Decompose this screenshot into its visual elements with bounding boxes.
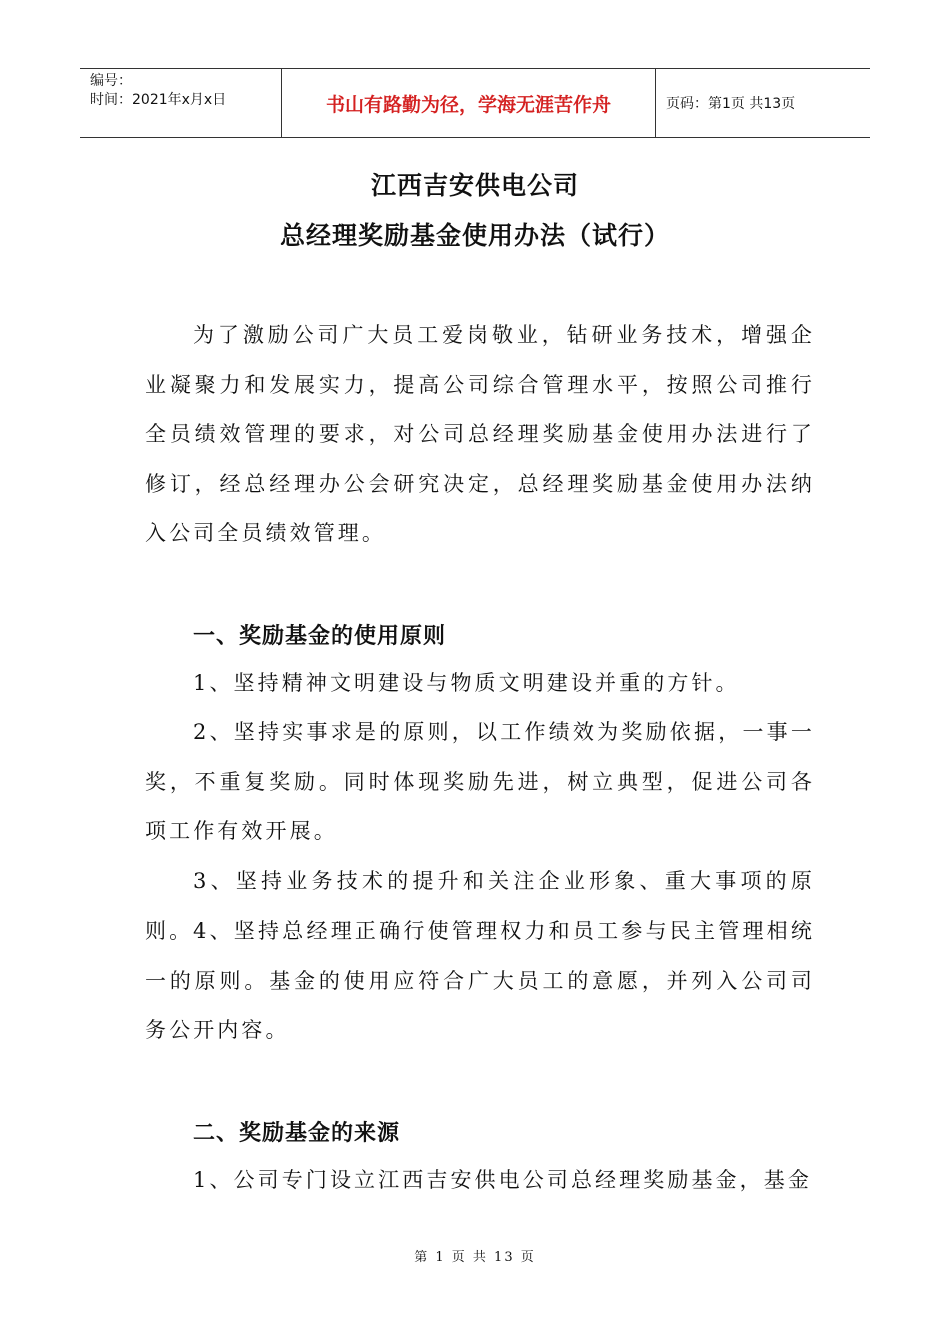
- page-footer: 第 1 页 共 13 页: [414, 1250, 536, 1265]
- section1-item-4: 4、坚持总经理正确行使管理权力和员工参与民主管理相统一的原则。基金的使用应符合广大员工的意愿，并列入公司司务公开内容。: [145, 919, 815, 1043]
- page-header: [80, 68, 870, 138]
- header-page-info: 页码：第1页 共13页: [666, 96, 796, 112]
- section2-item-1: 1、公司专门设立江西吉安供电公司总经理奖励基金，基金: [193, 1168, 812, 1192]
- section1-item-3: 3、坚持业务技术的提升和关注企业形象、重大事项的原则。: [145, 869, 815, 943]
- document-time-label: 时间：2021年x月x日: [90, 92, 227, 108]
- section1-item-2: 2、坚持实事求是的原则，以工作绩效为奖励依据，一事一奖，不重复奖励。同时体现奖励先进，树立典型，促进公司各项工作有效开展。: [145, 720, 815, 844]
- document-title-line2: 总经理奖励基金使用办法（试行）: [279, 221, 670, 250]
- document-number-label: 编号：: [90, 73, 132, 89]
- section1-heading: 一、奖励基金的使用原则: [193, 624, 447, 649]
- document-title-line1: 江西吉安供电公司: [370, 171, 579, 200]
- header-meta: [80, 69, 282, 137]
- intro-paragraph: 为了激励公司广大员工爱岗敬业，钻研业务技术，增强企业凝聚力和发展实力，提高公司综合管理水平，按照公司推行全员绩效管理的要求，对公司总经理奖励基金使用办法进行了修订，经总经理办公会研究决定，总经理奖励基金使用办法纳入公司全员绩效管理。: [145, 323, 815, 546]
- section2-heading: 二、奖励基金的来源: [193, 1121, 401, 1146]
- section1-item-1: 1、坚持精神文明建设与物质文明建设并重的方针。: [193, 671, 740, 695]
- header-motto: 书山有路勤为径，学海无涯苦作舟: [282, 69, 656, 137]
